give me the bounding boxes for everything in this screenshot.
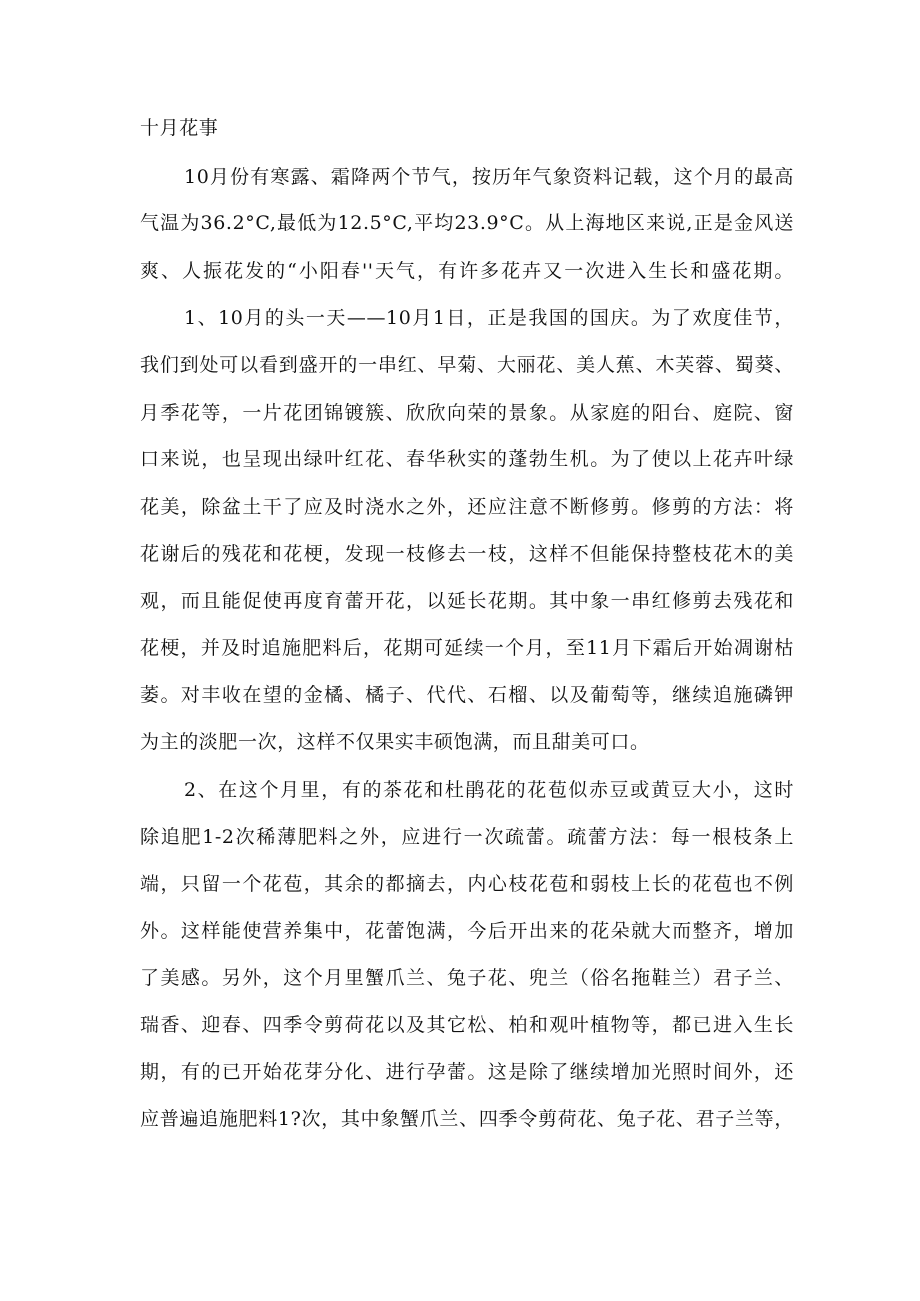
paragraph-2-line-6: 花谢后的残花和花梗，发现一枝修去一枝，这样不但能保持整枝花木的美: [140, 543, 794, 565]
paragraph-2-line-5: 花美，除盆土干了应及时浇水之外，还应注意不断修剪。修剪的方法：将: [140, 496, 794, 518]
paragraph-2-line-1: 1、10月的头一天——10月1日，正是我国的国庆。为了欢度佳节，: [184, 307, 794, 329]
paragraph-2-line-8: 花梗，并及时追施肥料后，花期可延续一个月，至11月下霜后开始凋谢枯: [140, 637, 794, 659]
paragraph-3-line-4: 外。这样能使营养集中，花蕾饱满，今后开出来的花朵就大而整齐，增加: [140, 920, 794, 942]
paragraph-2-line-4: 口来说，也呈现出绿叶红花、春华秋实的蓬勃生机。为了使以上花卉叶绿: [140, 448, 794, 470]
paragraph-2-line-3: 月季花等，一片花团锦镀簇、欣欣向荣的景象。从家庭的阳台、庭院、窗: [140, 402, 794, 424]
paragraph-3-line-6: 瑞香、迎春、四季令剪荷花以及其它松、柏和观叶植物等，都已进入生长: [140, 1014, 794, 1036]
document-title: 十月花事: [140, 117, 219, 139]
paragraph-3-line-2: 除追肥1-2次稀薄肥料之外，应进行一次疏蕾。疏蕾方法：每一根枝条上: [140, 826, 794, 848]
paragraph-3-line-8: 应普遍追施肥料1?次，其中象蟹爪兰、四季令剪荷花、兔子花、君子兰等，: [140, 1108, 794, 1130]
paragraph-2-line-2: 我们到处可以看到盛开的一串红、早菊、大丽花、美人蕉、木芙蓉、蜀葵、: [140, 354, 794, 376]
paragraph-3-line-1: 2、在这个月里，有的茶花和杜鹃花的花苞似赤豆或黄豆大小，这时: [184, 779, 794, 801]
paragraph-2-line-9: 萎。对丰收在望的金橘、橘子、代代、石榴、以及葡萄等，继续追施磷钾: [140, 684, 794, 706]
paragraph-2-line-7: 观，而且能促使再度育蕾开花，以延长花期。其中象一串红修剪去残花和: [140, 590, 794, 612]
paragraph-1-line-3: 爽、人振花发的“小阳春''天气，有许多花卉又一次进入生长和盛花期。: [140, 260, 794, 282]
paragraph-1-line-1: 10月份有寒露、霜降两个节气，按历年气象资料记载，这个月的最高: [184, 166, 794, 188]
paragraph-3-line-3: 端，只留一个花苞，其余的都摘去，内心枝花苞和弱枝上长的花苞也不例: [140, 873, 794, 895]
paragraph-2-line-10: 为主的淡肥一次，这样不仅果实丰硕饱满，而且甜美可口。: [140, 731, 650, 753]
paragraph-1-line-2: 气温为36.2°C,最低为12.5°C,平均23.9°C。从上海地区来说,正是金风送: [140, 212, 794, 234]
paragraph-3-line-7: 期，有的已开始花芽分化、进行孕蕾。这是除了继续增加光照时间外，还: [140, 1061, 794, 1083]
paragraph-3-line-5: 了美感。另外，这个月里蟹爪兰、兔子花、兜兰（俗名拖鞋兰）君子兰、: [140, 967, 794, 989]
